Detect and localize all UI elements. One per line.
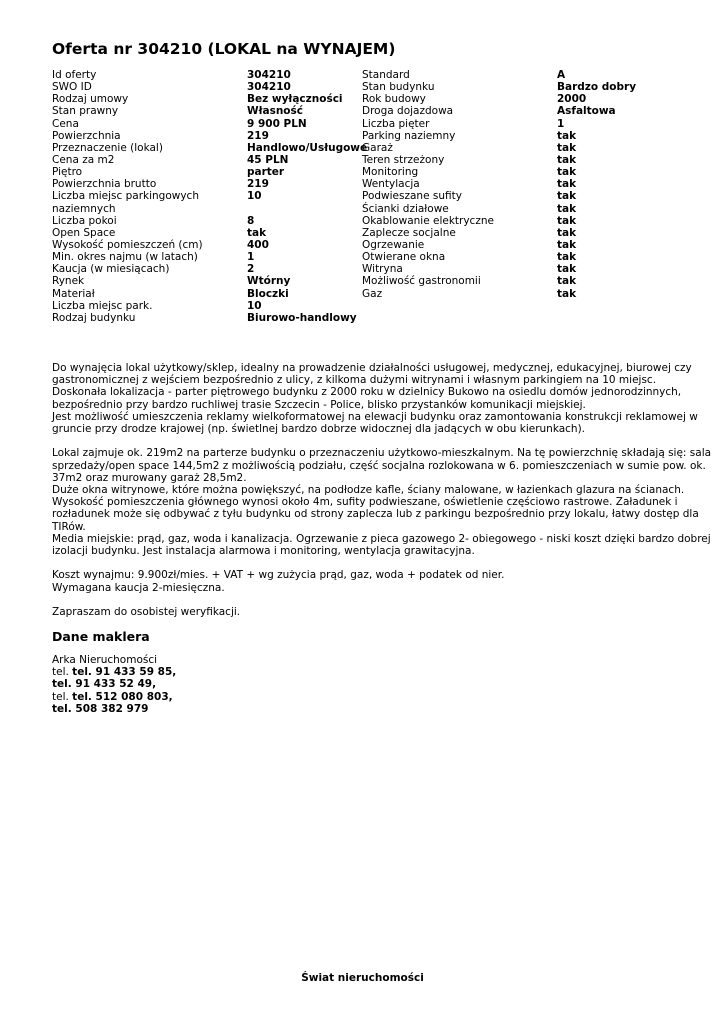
- offer-title: Oferta nr 304210 (LOKAL na WYNAJEM): [52, 40, 396, 58]
- field-label: Rok budowy: [362, 93, 426, 106]
- field-value: Handlowo/Usługowe: [247, 141, 368, 154]
- broker-phone-line-1: [52, 666, 176, 678]
- field-label: Droga dojazdowa: [362, 105, 454, 118]
- description-line: Lokal zajmuje ok. 219m2 na parterze budynku o przeznaczeniu użytkowo-mieszkalnym. Na tę powierzchnię składają się: sala: [52, 447, 712, 460]
- broker-name: Arka Nieruchomości: [52, 654, 158, 666]
- field-value: tak: [557, 214, 577, 227]
- left-labels-column: [52, 69, 247, 324]
- field-label: Podwieszane sufity: [362, 190, 462, 203]
- description-line: izolacji budynku. Jest instalacja alarmowa i monitoring, wentylacja grawitacyjna.: [52, 545, 475, 558]
- description-line: Koszt wynajmu: 9.900zł/mies. + VAT + wg zużycia prąd, gaz, woda + podatek od nier.: [52, 569, 505, 582]
- field-value: 304210: [247, 81, 291, 94]
- field-value: 400: [247, 238, 269, 251]
- field-value: tak: [557, 178, 577, 191]
- field-value: tak: [557, 287, 577, 300]
- description-line: Do wynajęcia lokal użytkowy/sklep, idealny na prowadzenie działalności usługowej, medycznej, edukacyjnej, biurowej czy: [52, 362, 692, 374]
- field-label: Powierzchnia: [52, 129, 121, 142]
- field-value: tak: [557, 190, 577, 203]
- field-label: Liczba miejsc parkingowych: [52, 190, 199, 203]
- description-line: sprzedaży/open space 144,5m2 z możliwością podziału, część socjalna rozlokowana w 6. pomieszczeniach w sumie pow. ok.: [52, 459, 706, 472]
- field-value: 1: [247, 251, 255, 264]
- field-value: Bloczki: [247, 287, 289, 300]
- field-value: tak: [557, 275, 577, 288]
- field-label: Przeznaczenie (lokal): [52, 141, 163, 154]
- description-line: Duże okna witrynowe, które można powiększyć, na podłodze kafle, ściany malowane, w łazienkach glazura na ścianach.: [52, 484, 685, 497]
- field-label: Gaz: [362, 287, 383, 300]
- broker-phone-line-3: [52, 691, 176, 703]
- field-value: tak: [557, 251, 577, 264]
- field-value: 9 900 PLN: [247, 117, 307, 130]
- field-value: tak: [557, 153, 577, 166]
- field-value: tak: [557, 129, 577, 142]
- field-value: 2000: [557, 93, 587, 106]
- field-value: tak: [557, 226, 577, 239]
- field-value: tak: [557, 141, 577, 154]
- broker-heading: Dane maklera: [52, 629, 150, 644]
- field-label: Ogrzewanie: [362, 238, 425, 251]
- field-label: Zaplecze socjalne: [362, 226, 456, 239]
- field-value: tak: [557, 263, 577, 276]
- field-value: 45 PLN: [247, 153, 289, 166]
- field-label: Teren strzeżony: [362, 153, 445, 166]
- field-label: Liczba miejsc park.: [52, 299, 153, 312]
- field-label: Standard: [362, 69, 410, 81]
- field-label: Cena za m2: [52, 153, 115, 166]
- field-value: Asfaltowa: [557, 105, 616, 118]
- field-value: [247, 203, 362, 215]
- description-line: [52, 435, 672, 447]
- field-label: Okablowanie elektryczne: [362, 214, 494, 227]
- phone-prefix: tel.: [52, 690, 73, 703]
- field-value: Bardzo dobry: [557, 81, 637, 94]
- field-label: Liczba pięter: [362, 117, 430, 130]
- description-line: bezpośrednio przy bardzo ruchliwej trasie Szczecin - Police, blisko przystanków komunikacji miejskiej.: [52, 398, 586, 411]
- field-label: Open Space: [52, 226, 116, 239]
- description-line: Jest możliwość umieszczenia reklamy wielkoformatowej na elewacji budynku oraz zamontowania konstrukcji reklamowej w: [52, 410, 698, 423]
- field-label: Możliwość gastronomii: [362, 275, 481, 288]
- description-line: [52, 557, 672, 569]
- field-value: 219: [247, 129, 269, 142]
- description-line: 37m2 oraz murowany garaż 28,5m2.: [52, 471, 247, 484]
- field-value: 219: [247, 178, 269, 191]
- field-label: SWO ID: [52, 81, 92, 94]
- field-value: parter: [247, 166, 285, 179]
- description-line: Wymagana kaucja 2-miesięczna.: [52, 581, 225, 594]
- left-values-column: [247, 69, 368, 324]
- broker-phone-line-4: [52, 703, 176, 715]
- field-value: 2: [247, 263, 255, 276]
- right-labels-column: [362, 69, 557, 300]
- broker-info: [52, 654, 176, 715]
- field-label: Parking naziemny: [362, 129, 456, 142]
- field-label: Garaż: [362, 141, 393, 154]
- field-value: 8: [247, 214, 255, 227]
- field-label: Kaucja (w miesiącach): [52, 263, 170, 276]
- description-line: gruncie przy drodze krajowej (np. świetlnej bardzo dobrze widocznej dla jadących w obu kierunkach).: [52, 423, 586, 436]
- field-label: Min. okres najmu (w latach): [52, 251, 198, 264]
- broker-phone-4[interactable]: tel. 508 382 979: [52, 702, 149, 715]
- field-label: Wentylacja: [362, 178, 420, 191]
- footer-brand: Świat nieruchomości: [301, 972, 424, 984]
- field-value: tak: [557, 202, 577, 215]
- field-label: Witryna: [362, 263, 403, 276]
- field-value: tak: [247, 226, 267, 239]
- field-label: Monitoring: [362, 166, 419, 179]
- field-label: Materiał: [52, 287, 95, 300]
- description-line: gastronomicznej z wejściem bezpośrednio z ulicy, z kilkoma dużymi witrynami i własnym parkingiem na 10 miejsc.: [52, 374, 657, 387]
- field-label: naziemnych: [52, 202, 116, 215]
- field-label: Powierzchnia brutto: [52, 178, 157, 191]
- field-value: 10: [247, 299, 262, 312]
- field-label: Rynek: [52, 275, 85, 288]
- description-line: Wysokość pomieszczenia głównego wynosi około 4m, sufity podwieszane, oświetlenie częściowo rastrowe. Załadunek i: [52, 496, 678, 509]
- phone-prefix: tel.: [52, 666, 73, 679]
- offer-description: [52, 362, 712, 619]
- description-line: Zapraszam do osobistej weryfikacji.: [52, 606, 241, 619]
- field-label: Piętro: [52, 166, 83, 179]
- broker-phone-3[interactable]: tel. 512 080 803,: [72, 690, 173, 703]
- broker-phone-2[interactable]: tel. 91 433 52 49,: [52, 678, 157, 691]
- broker-phone-line-2: [52, 678, 176, 690]
- field-label: Rodzaj umowy: [52, 93, 129, 106]
- field-value: Bez wyłączności: [247, 93, 343, 106]
- field-label: Ścianki działowe: [362, 202, 449, 215]
- field-value: 10: [247, 190, 262, 203]
- description-line: rozładunek może się odbywać z tyłu budynku od strony zaplecza lub z parkingu bezpośrednio przy lokalu, łatwy dostęp dla: [52, 508, 699, 521]
- field-label: Wysokość pomieszczeń (cm): [52, 238, 203, 251]
- field-label: Otwierane okna: [362, 251, 446, 264]
- description-line: Doskonała lokalizacja - parter piętrowego budynku z 2000 roku w dzielnicy Bukowo na osiedlu domów jednorodzinnych,: [52, 386, 682, 399]
- field-label: Cena: [52, 117, 79, 130]
- field-value: 304210: [247, 69, 291, 81]
- description-line: TIRów.: [52, 520, 86, 533]
- field-value: 1: [557, 117, 565, 130]
- right-values-column: [557, 69, 677, 300]
- field-value: tak: [557, 238, 577, 251]
- field-value: Biurowo-handlowy: [247, 311, 357, 324]
- description-line: Media miejskie: prąd, gaz, woda i kanalizacja. Ogrzewanie z pieca gazowego 2- obiegowego - niski koszt dzięki bardzo dobrej: [52, 532, 711, 545]
- field-value: Własność: [247, 105, 303, 118]
- field-label: Stan budynku: [362, 81, 435, 94]
- broker-phone-1[interactable]: tel. 91 433 59 85,: [72, 666, 177, 679]
- field-value: Wtórny: [247, 275, 291, 288]
- field-label: Rodzaj budynku: [52, 311, 136, 324]
- field-value: A: [557, 69, 566, 81]
- field-value: tak: [557, 166, 577, 179]
- description-line: [52, 594, 672, 606]
- field-label: Liczba pokoi: [52, 214, 117, 227]
- field-label: Id oferty: [52, 69, 97, 81]
- field-label: Stan prawny: [52, 105, 119, 118]
